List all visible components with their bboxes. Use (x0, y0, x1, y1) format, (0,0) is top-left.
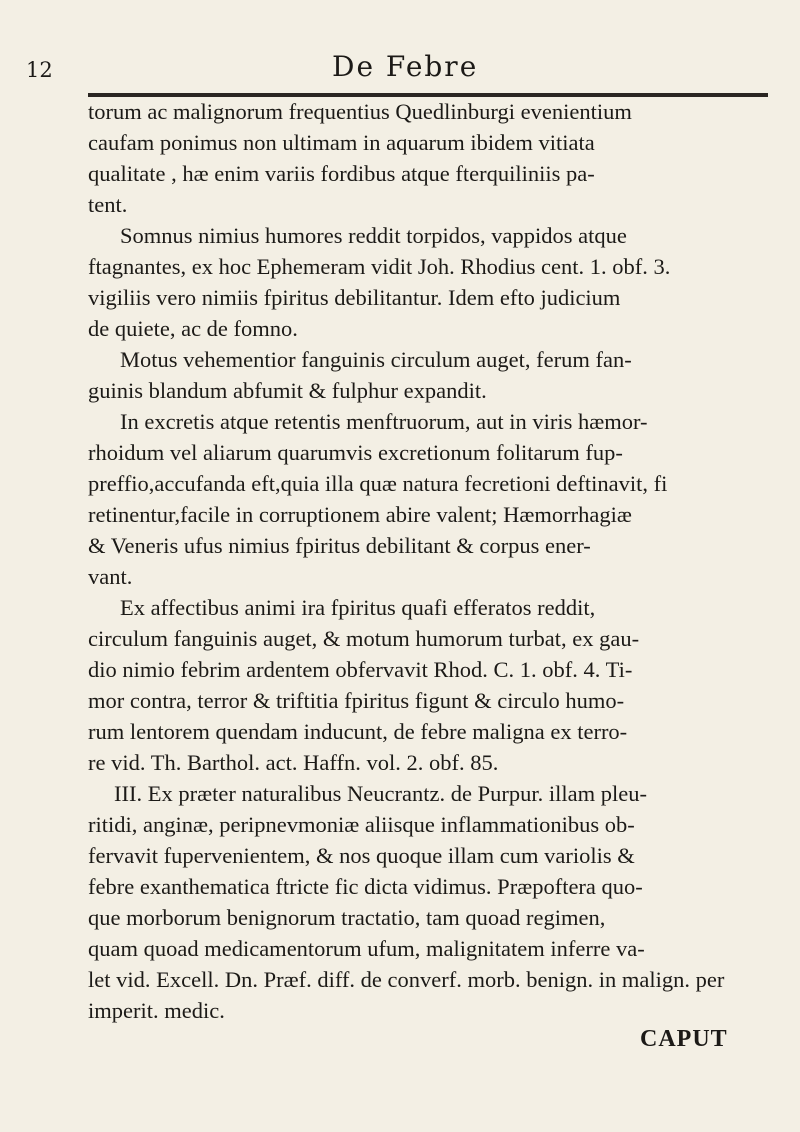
text-line: preffio,accufanda eft,quia illa quæ natura fecretioni deftinavit, fi (88, 471, 668, 496)
text-line: vant. (88, 564, 133, 589)
text-line: retinentur,facile in corruptionem abire valent; Hæmorrhagiæ (88, 502, 632, 527)
text-line: In excretis atque retentis menftruorum, aut in viris hæmor- (120, 409, 648, 434)
text-line: caufam ponimus non ultimam in aquarum ibidem vitiata (88, 130, 595, 155)
text-line: tent. (88, 192, 128, 217)
text-line: rum lentorem quendam inducunt, de febre maligna ex terro- (88, 719, 628, 744)
text-line: dio nimio febrim ardentem obfervavit Rhod. C. 1. obf. 4. Ti- (88, 657, 633, 682)
text-line: torum ac malignorum frequentius Quedlinburgi evenientium (88, 99, 632, 124)
running-head: De Febre (332, 50, 479, 83)
text-line: circulum fanguinis auget, & motum humorum turbat, ex gau- (88, 626, 640, 651)
text-line: let vid. Excell. Dn. Præf. diff. de converf. morb. benign. in malign. per (88, 967, 725, 992)
body-text (88, 96, 778, 1026)
text-line: rhoidum vel aliarum quarumvis excretionum folitarum fup- (88, 440, 623, 465)
text-line: ftagnantes, ex hoc Ephemeram vidit Joh. Rhodius cent. 1. obf. 3. (88, 254, 671, 279)
text-line: guinis blandum abfumit & fulphur expandit. (88, 378, 487, 403)
text-line: que morborum benignorum tractatio, tam quoad regimen, (88, 905, 606, 930)
page-number: 12 (26, 58, 53, 82)
text-line: vigiliis vero nimiis fpiritus debilitantur. Idem efto judicium (88, 285, 621, 310)
text-line: Somnus nimius humores reddit torpidos, vappidos atque (120, 223, 627, 248)
text-line: mor contra, terror & triftitia fpiritus figunt & circulo humo- (88, 688, 625, 713)
catchword: CAPUT (640, 1026, 728, 1052)
text-line: quam quoad medicamentorum ufum, malignitatem inferre va- (88, 936, 645, 961)
text-line: Motus vehementior fanguinis circulum auget, ferum fan- (120, 347, 632, 372)
text-line: Ex affectibus animi ira fpiritus quafi efferatos reddit, (120, 595, 596, 620)
text-line: imperit. medic. (88, 998, 225, 1023)
text-line: ritidi, anginæ, peripnevmoniæ aliisque inflammationibus ob- (88, 812, 635, 837)
text-line: III. Ex præter naturalibus Neucrantz. de Purpur. illam pleu- (114, 781, 647, 806)
text-line: febre exanthematica ftricte fic dicta vidimus. Præpoftera quo- (88, 874, 643, 899)
text-line: re vid. Th. Barthol. act. Haffn. vol. 2. obf. 85. (88, 750, 499, 775)
text-line: de quiete, ac de fomno. (88, 316, 298, 341)
text-line: fervavit fupervenientem, & nos quoque illam cum variolis & (88, 843, 635, 868)
text-line: & Veneris ufus nimius fpiritus debilitant & corpus ener- (88, 533, 591, 558)
text-line: qualitate , hæ enim variis fordibus atque fterquiliniis pa- (88, 161, 595, 186)
